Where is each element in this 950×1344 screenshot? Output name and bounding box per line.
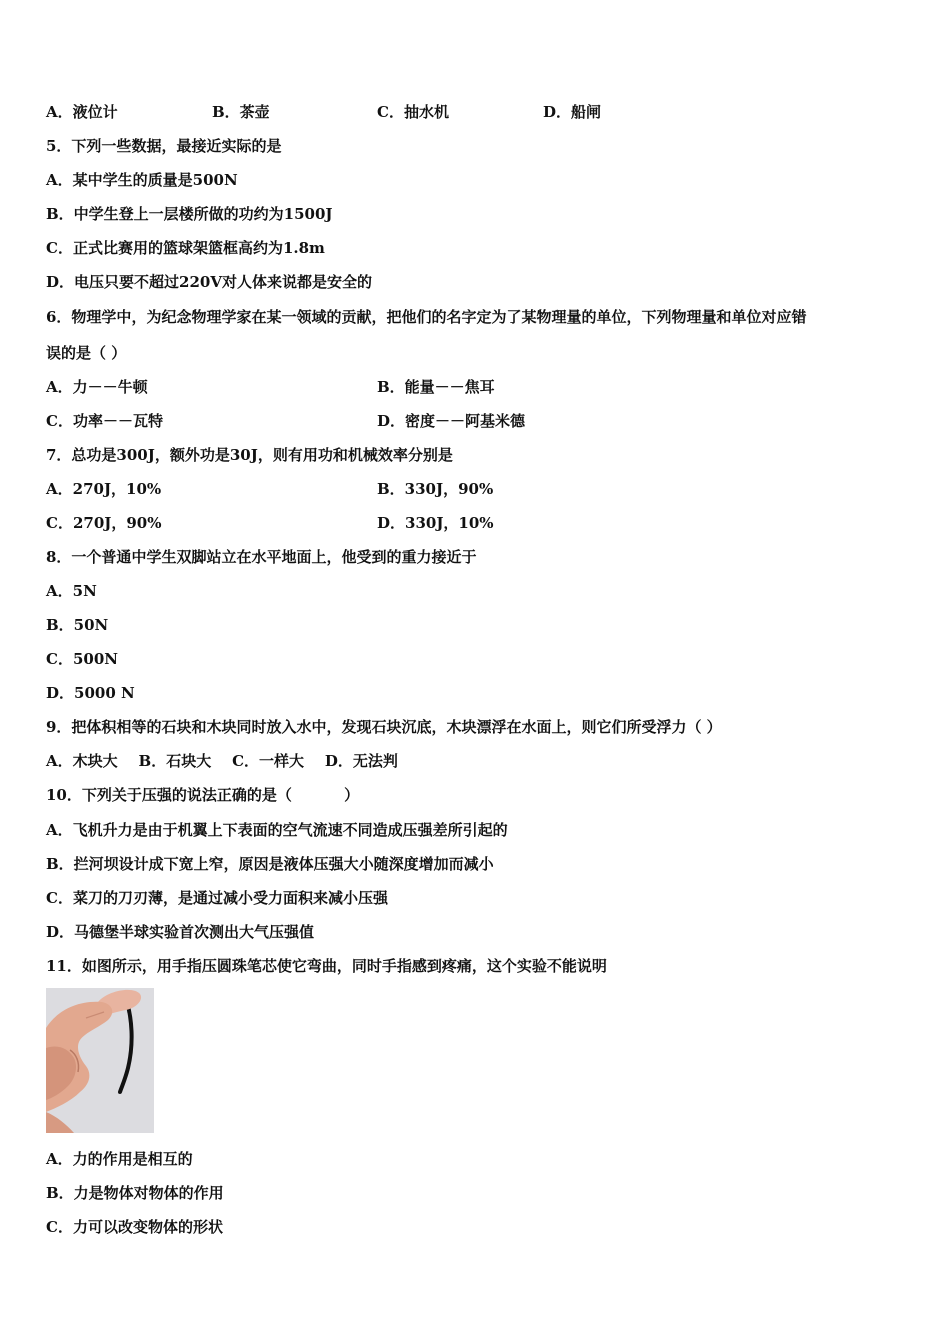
q6-stem-line1: 6．物理学中，为纪念物理学家在某一领域的贡献，把他们的名字定为了某物理量的单位，下列物理量和单位对应错 <box>46 308 807 326</box>
q8-option-b: B．50N <box>46 616 109 634</box>
q11-option-c: C．力可以改变物体的形状 <box>46 1218 223 1236</box>
q4-option-a: A．液位计 <box>46 103 118 121</box>
q5-stem: 5．下列一些数据，最接近实际的是 <box>46 137 282 155</box>
q8-option-c: C．500N <box>46 650 118 668</box>
q7-option-a: A．270J，10% <box>46 480 162 498</box>
q6-option-d: D．密度－－阿基米德 <box>377 412 526 430</box>
q9-stem: 9．把体积相等的石块和木块同时放入水中，发现石块沉底，木块漂浮在水面上，则它们所受浮力（ ） <box>46 718 722 736</box>
q10-option-d: D．马德堡半球实验首次测出大气压强值 <box>46 923 315 941</box>
q5-option-b: B．中学生登上一层楼所做的功约为1500J <box>46 205 333 223</box>
finger-pressing-pen-refill-photo <box>46 988 154 1133</box>
q10-option-a: A．飞机升力是由于机翼上下表面的空气流速不同造成压强差所引起的 <box>46 821 508 839</box>
q6-option-a: A．力－－牛顿 <box>46 378 148 396</box>
q6-option-c: C．功率－－瓦特 <box>46 412 163 430</box>
q6-stem-line2: 误的是（ ） <box>46 344 127 362</box>
q8-option-a: A．5N <box>46 582 97 600</box>
q4-option-c: C．抽水机 <box>377 103 449 121</box>
q6-option-b: B．能量－－焦耳 <box>377 378 495 396</box>
q8-option-d: D．5000 N <box>46 684 135 702</box>
q5-option-d: D．电压只要不超过220V对人体来说都是安全的 <box>46 273 372 291</box>
finger-pen-illustration <box>46 988 154 1133</box>
q7-option-b: B．330J，90% <box>377 480 494 498</box>
q7-option-c: C．270J，90% <box>46 514 162 532</box>
q9-options: A．木块大 B．石块大 C．一样大 D．无法判 <box>46 752 398 770</box>
q5-option-c: C．正式比赛用的篮球架篮框高约为1.8m <box>46 239 325 257</box>
q11-option-a: A．力的作用是相互的 <box>46 1150 193 1168</box>
q11-stem: 11．如图所示，用手指压圆珠笔芯使它弯曲，同时手指感到疼痛，这个实验不能说明 <box>46 957 607 975</box>
q5-option-a: A．某中学生的质量是500N <box>46 171 238 189</box>
q10-option-b: B．拦河坝设计成下宽上窄，原因是液体压强大小随深度增加而减小 <box>46 855 494 873</box>
q7-stem: 7．总功是300J，额外功是30J，则有用功和机械效率分别是 <box>46 446 453 464</box>
q11-option-b: B．力是物体对物体的作用 <box>46 1184 224 1202</box>
q4-option-d: D．船闸 <box>543 103 602 121</box>
q8-stem: 8．一个普通中学生双脚站立在水平地面上，他受到的重力接近于 <box>46 548 477 566</box>
q7-option-d: D．330J，10% <box>377 514 494 532</box>
q10-stem: 10．下列关于压强的说法正确的是（ ） <box>46 786 360 804</box>
q4-option-b: B．茶壶 <box>212 103 270 121</box>
q10-option-c: C．菜刀的刀刃薄，是通过减小受力面积来减小压强 <box>46 889 388 907</box>
